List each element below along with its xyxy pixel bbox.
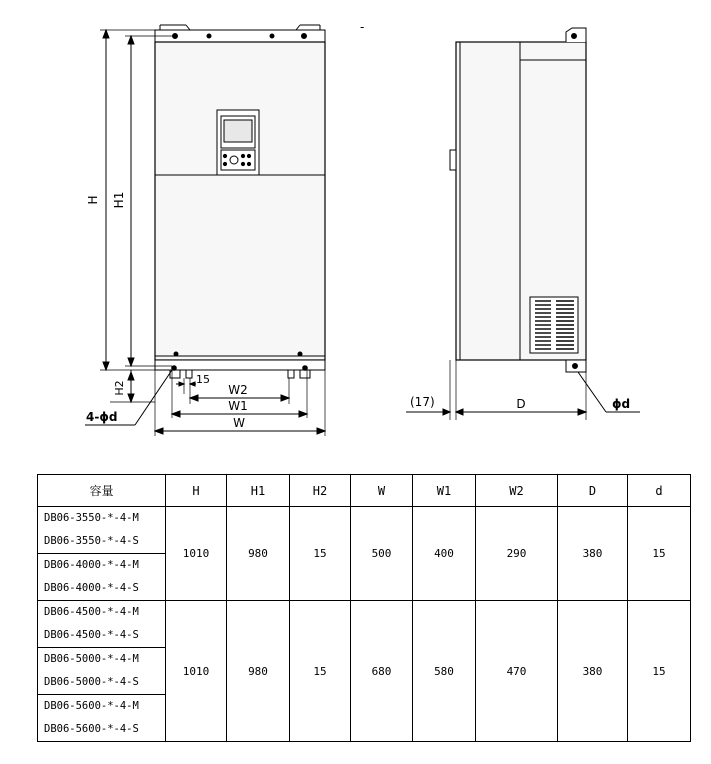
header-W1: W1 <box>413 475 476 507</box>
cell-D: 380 <box>558 507 628 601</box>
model-name: DB06-4500-*-4-S <box>44 629 139 641</box>
table-row <box>38 601 691 648</box>
header-W2: W2 <box>476 475 558 507</box>
model-name: DB06-5000-*-4-M <box>44 653 139 665</box>
model-name: DB06-4500-*-4-M <box>44 606 139 618</box>
model-cell <box>38 648 166 695</box>
cell-W1: 580 <box>413 601 476 742</box>
cell-W1: 400 <box>413 507 476 601</box>
cell-d: 15 <box>628 507 691 601</box>
cell-d: 15 <box>628 601 691 742</box>
model-name: DB06-4000-*-4-M <box>44 559 139 571</box>
label-offset-17: (17) <box>410 395 435 409</box>
header-d: d <box>628 475 691 507</box>
cell-H: 1010 <box>166 601 227 742</box>
dash-mark: - <box>360 20 365 34</box>
header-capacity: 容量 <box>38 475 166 507</box>
cell-H2: 15 <box>290 601 351 742</box>
cell-D: 380 <box>558 601 628 742</box>
table-row <box>38 507 691 554</box>
cell-H2: 15 <box>290 507 351 601</box>
label-W2: W2 <box>228 383 248 397</box>
model-name: DB06-4000-*-4-S <box>44 582 139 594</box>
model-name: DB06-3550-*-4-M <box>44 512 139 524</box>
cell-H1: 980 <box>227 601 290 742</box>
model-name: DB06-5000-*-4-S <box>44 676 139 688</box>
cell-W: 680 <box>351 601 413 742</box>
cell-H1: 980 <box>227 507 290 601</box>
cell-H: 1010 <box>166 507 227 601</box>
header-H2: H2 <box>290 475 351 507</box>
header-W: W <box>351 475 413 507</box>
spec-table <box>37 474 691 742</box>
label-H: H <box>86 195 100 205</box>
label-W: W <box>233 416 245 430</box>
label-15: 15 <box>196 373 210 386</box>
side-view <box>406 28 640 420</box>
model-name: DB06-5600-*-4-M <box>44 700 139 712</box>
label-D: D <box>516 397 526 411</box>
model-name: DB06-5600-*-4-S <box>44 723 139 735</box>
header-H: H <box>166 475 227 507</box>
table-header-row <box>38 475 691 507</box>
label-phi-d: ϕd <box>612 397 631 411</box>
label-H2: H2 <box>113 380 126 396</box>
model-cell <box>38 601 166 648</box>
label-W1: W1 <box>228 399 248 413</box>
cell-W2: 470 <box>476 601 558 742</box>
label-H1: H1 <box>112 191 126 209</box>
cell-W: 500 <box>351 507 413 601</box>
model-cell <box>38 554 166 601</box>
header-H1: H1 <box>227 475 290 507</box>
model-cell <box>38 695 166 742</box>
label-holes: 4-ϕd <box>86 410 118 424</box>
header-D: D <box>558 475 628 507</box>
cell-W2: 290 <box>476 507 558 601</box>
model-cell <box>38 507 166 554</box>
model-name: DB06-3550-*-4-S <box>44 535 139 547</box>
